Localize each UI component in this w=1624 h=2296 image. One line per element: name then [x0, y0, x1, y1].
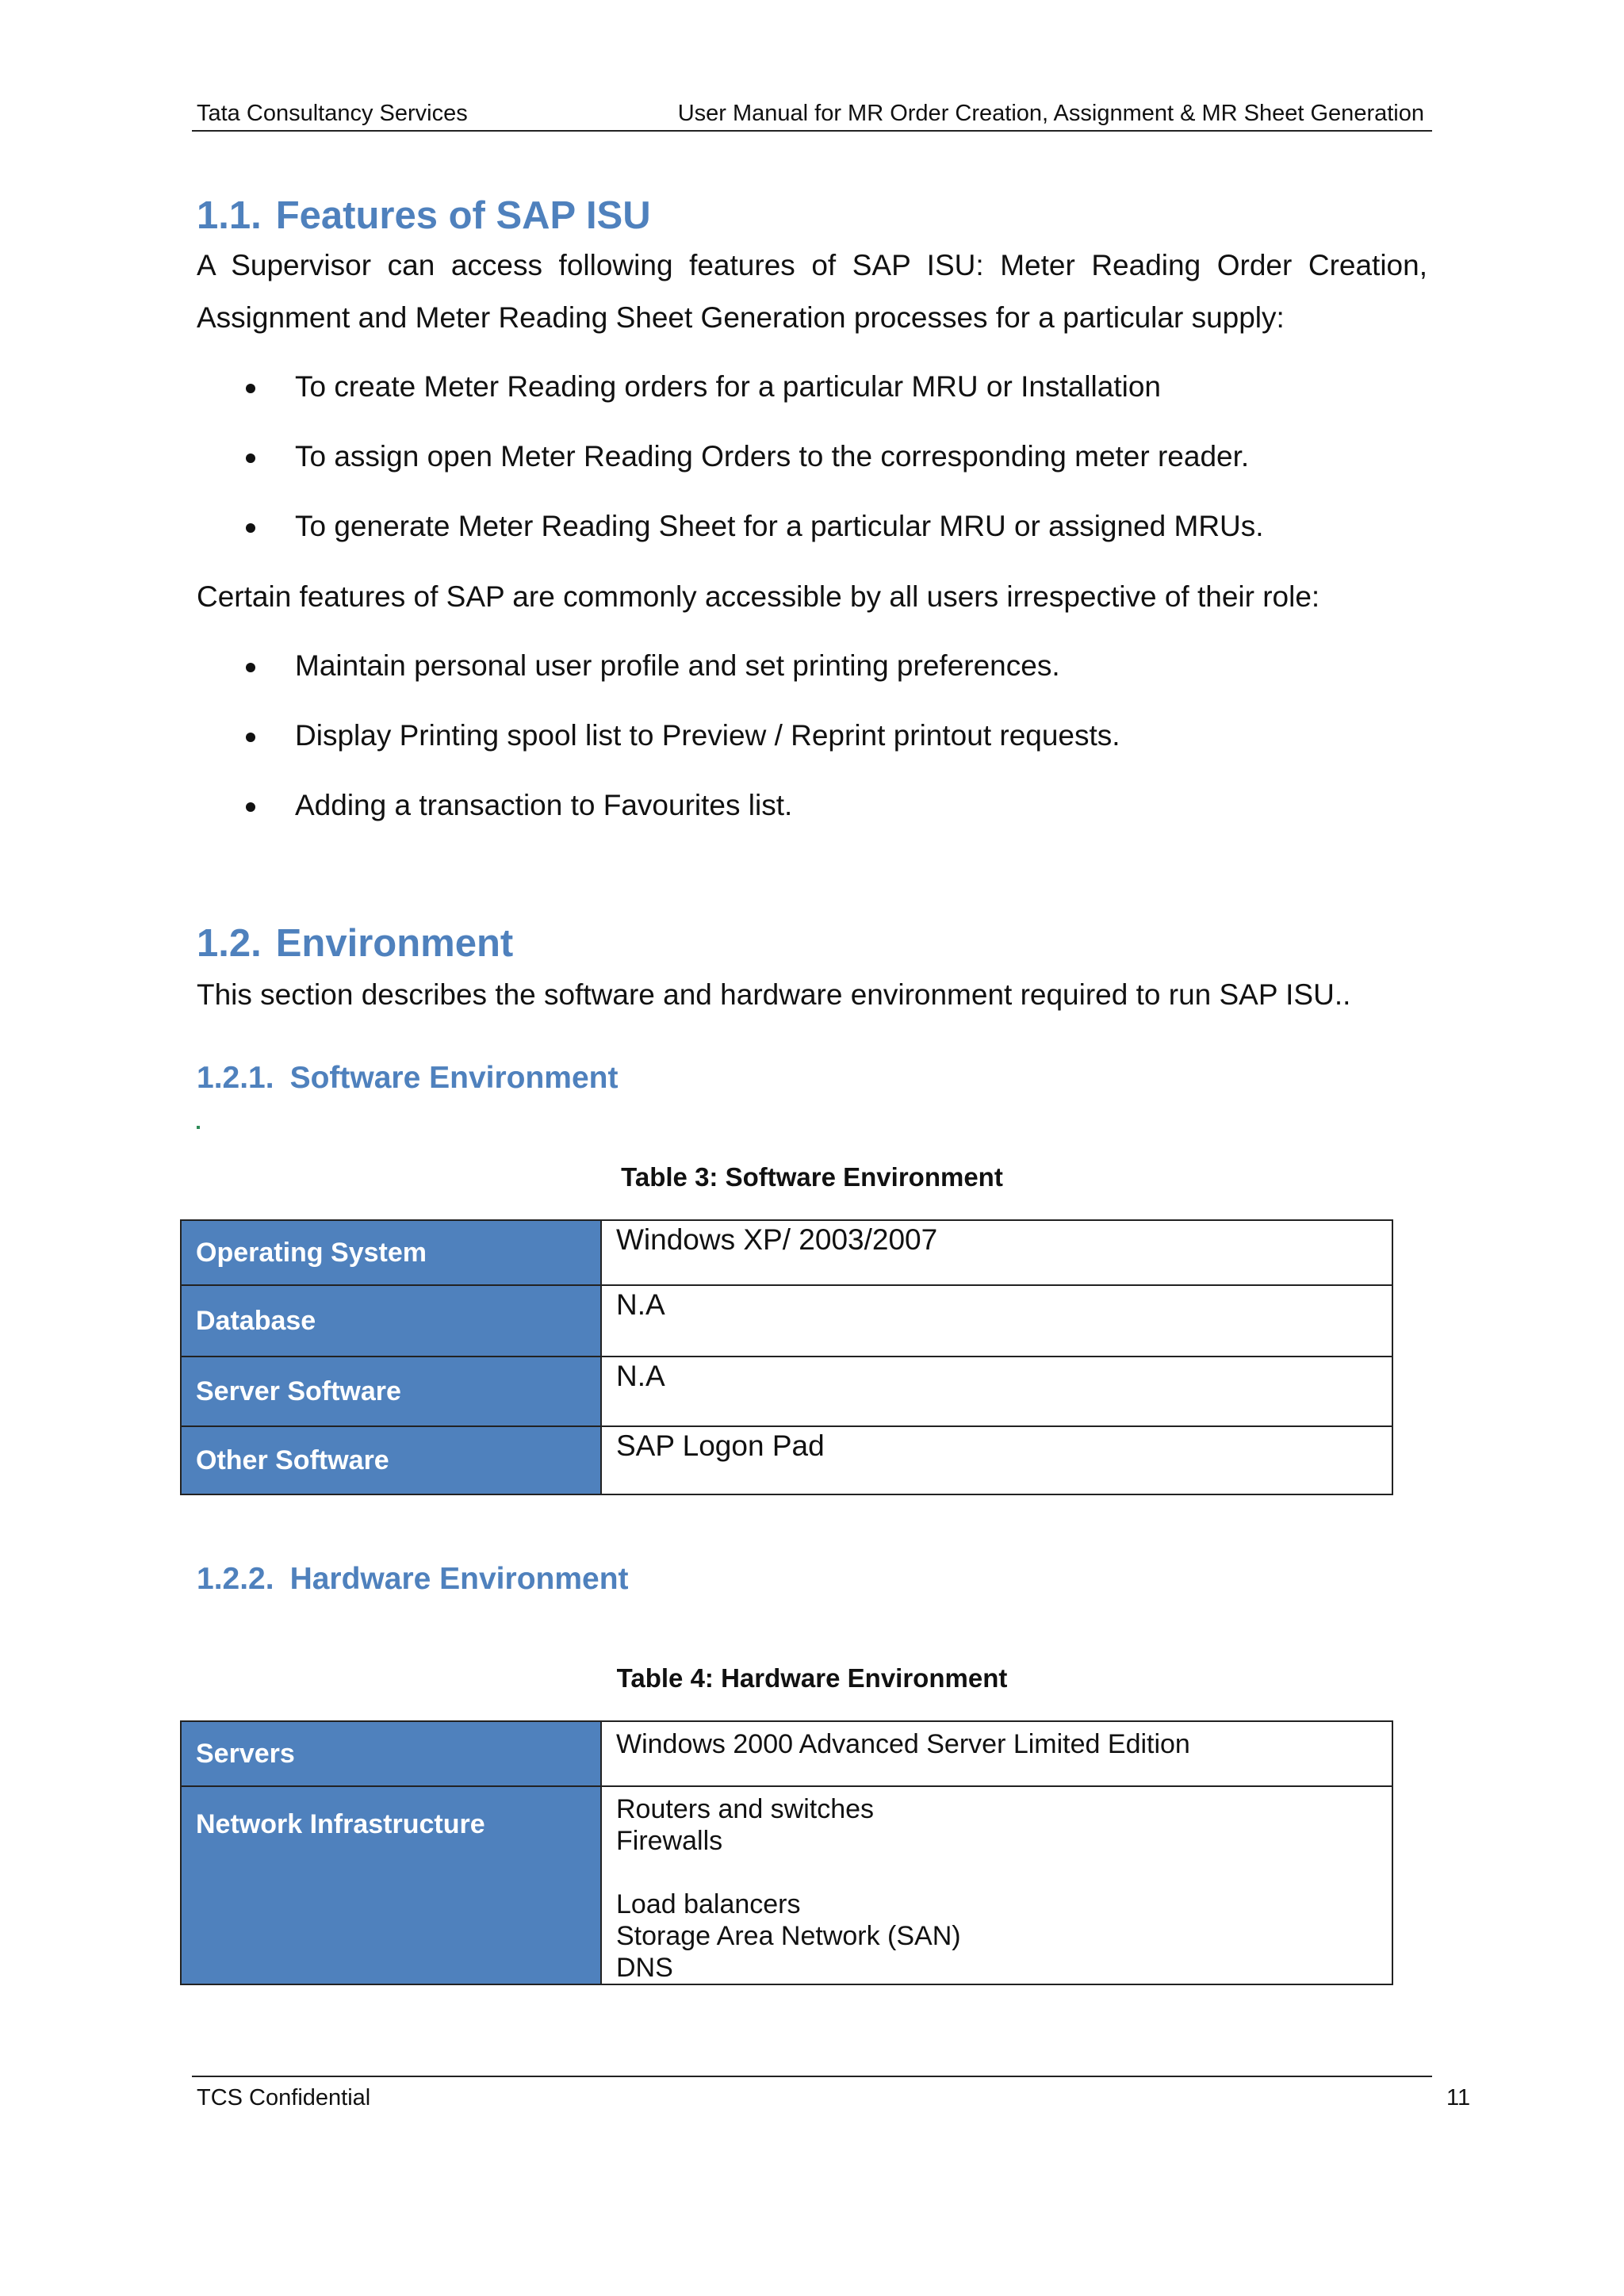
- value-line: Windows 2000 Advanced Server Limited Edition: [616, 1729, 1190, 1759]
- section-1-2-intro: This section describes the software and hardware environment required to run SAP ISU..: [197, 978, 1351, 1011]
- section-1-2-1-heading: [197, 1061, 618, 1096]
- value-line: Storage Area Network (SAN): [616, 1921, 961, 1951]
- header-doc-title: User Manual for MR Order Creation, Assignment & MR Sheet Generation: [677, 101, 1424, 126]
- common-features-intro: Certain features of SAP are commonly accessible by all users irrespective of their role:: [197, 580, 1320, 613]
- table-value-cell: N.A: [601, 1357, 1392, 1426]
- table-key-cell: Database: [181, 1285, 601, 1357]
- software-environment-table: [180, 1219, 1393, 1495]
- table-key-cell: Operating System: [181, 1220, 601, 1285]
- list-item-text: Adding a transaction to Favourites list.: [295, 789, 793, 821]
- list-item: [197, 439, 1427, 509]
- page-header: [192, 97, 1432, 132]
- value-line: Firewalls: [616, 1826, 723, 1856]
- section-1-1-intro: A Supervisor can access following features of SAP ISU: Meter Reading Order Creation, Assignment and Meter Reading Sheet Generation processes for a particular supply:: [197, 249, 1427, 334]
- table-row: [181, 1786, 1392, 1984]
- bullet-icon: [246, 384, 255, 393]
- list-item: [197, 649, 1427, 718]
- section-number: 1.1.: [197, 194, 262, 237]
- section-1-2-heading: [197, 921, 513, 966]
- section-number: 1.2.: [197, 922, 262, 965]
- table-key-cell: Servers: [181, 1721, 601, 1786]
- list-item-text: Display Printing spool list to Preview / Reprint printout requests.: [295, 719, 1120, 752]
- bullet-icon: [246, 802, 255, 812]
- table-value-cell: N.A: [601, 1285, 1392, 1357]
- list-item: [197, 509, 1427, 579]
- value-line: Routers and switches: [616, 1794, 875, 1824]
- value-line: DNS: [616, 1953, 673, 1983]
- footer-label: TCS Confidential: [197, 2085, 371, 2110]
- table-row: [181, 1721, 1392, 1786]
- page-number: 11: [1446, 2085, 1471, 2110]
- table-value-cell: [601, 1721, 1392, 1786]
- section-title: Features of SAP ISU: [275, 194, 651, 237]
- bullet-icon: [246, 733, 255, 742]
- section-title: Software Environment: [289, 1061, 619, 1095]
- section-1-2-2-heading: [197, 1562, 629, 1597]
- table-key-cell: Network Infrastructure: [181, 1786, 601, 1984]
- bullet-icon: [246, 453, 255, 463]
- table-caption: Table 3: Software Environment: [621, 1162, 1003, 1192]
- table-key-cell: Other Software: [181, 1426, 601, 1494]
- common-features-list: [197, 649, 1427, 858]
- section-1-1-heading: [197, 193, 651, 238]
- section-title: Environment: [275, 922, 514, 965]
- bullet-icon: [246, 663, 255, 672]
- table-value-cell: [601, 1786, 1392, 1984]
- table-value-cell: Windows XP/ 2003/2007: [601, 1220, 1392, 1285]
- features-list: [197, 369, 1427, 579]
- table-key-cell: Server Software: [181, 1357, 601, 1426]
- section-number: 1.2.2.: [197, 1562, 274, 1596]
- table-row: [181, 1426, 1392, 1494]
- table-row: [181, 1357, 1392, 1426]
- table-row: [181, 1220, 1392, 1285]
- list-item: [197, 369, 1427, 439]
- stray-mark: [197, 1126, 200, 1129]
- table-value-cell: SAP Logon Pad: [601, 1426, 1392, 1494]
- list-item-text: To assign open Meter Reading Orders to the corresponding meter reader.: [295, 440, 1250, 473]
- bullet-icon: [246, 523, 255, 533]
- section-number: 1.2.1.: [197, 1061, 274, 1095]
- list-item-text: To generate Meter Reading Sheet for a particular MRU or assigned MRUs.: [295, 510, 1264, 542]
- value-line: [616, 1857, 1392, 1888]
- table-row: [181, 1285, 1392, 1357]
- list-item: [197, 788, 1427, 858]
- header-company: Tata Consultancy Services: [197, 101, 468, 126]
- section-title: Hardware Environment: [289, 1562, 629, 1596]
- table-caption: Table 4: Hardware Environment: [616, 1663, 1008, 1693]
- page-footer: [192, 2076, 1471, 2110]
- list-item-text: Maintain personal user profile and set printing preferences.: [295, 649, 1060, 682]
- hardware-environment-table: [180, 1720, 1393, 1985]
- list-item-text: To create Meter Reading orders for a particular MRU or Installation: [295, 370, 1161, 403]
- list-item: [197, 718, 1427, 788]
- value-line: Load balancers: [616, 1889, 801, 1919]
